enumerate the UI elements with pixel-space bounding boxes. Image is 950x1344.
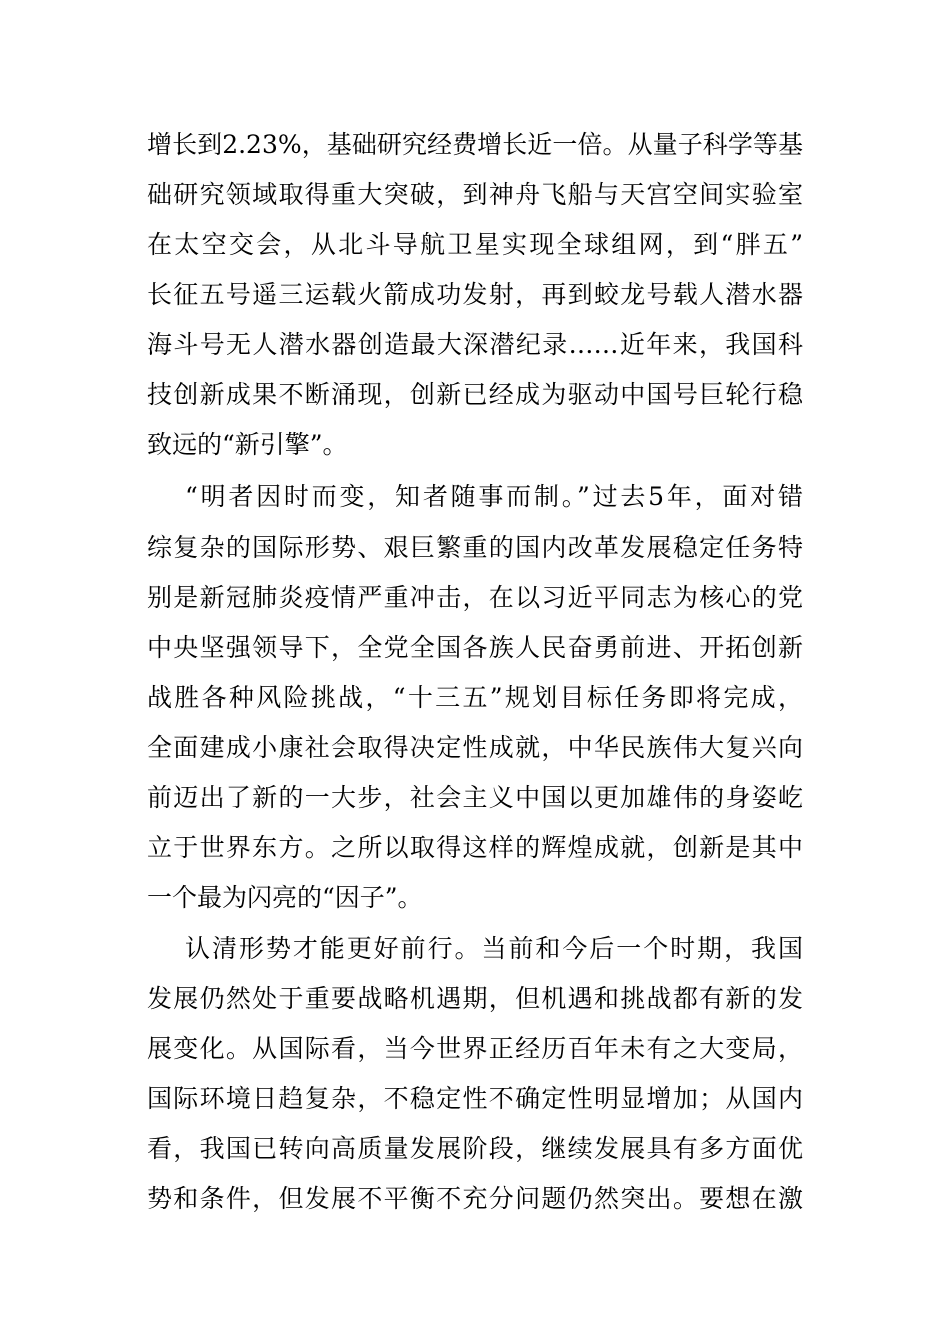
text-line: 技创新成果不断涌现，创新已经成为驱动中国号巨轮行稳 <box>147 380 803 409</box>
text-line: 础研究领域取得重大突破，到神舟飞船与天宫空间实验室 <box>147 180 803 209</box>
text-line: 综复杂的国际形势、艰巨繁重的国内改革发展稳定任务特 <box>147 533 803 562</box>
text-line: 增长到2.23%，基础研究经费增长近一倍。从量子科学等基 <box>147 130 803 159</box>
text-line: 展变化。从国际看，当今世界正经历百年未有之大变局， <box>147 1034 803 1063</box>
text-line: 战胜各种风险挑战，“十三五”规划目标任务即将完成， <box>147 683 803 712</box>
text-line: 立于世界东方。之所以取得这样的辉煌成就，创新是其中 <box>147 833 803 862</box>
text-line: 海斗号无人潜水器创造最大深潜纪录……近年来，我国科 <box>147 330 803 359</box>
text-line: 势和条件，但发展不平衡不充分问题仍然突出。要想在激 <box>147 1184 803 1213</box>
text-line: “明者因时而变，知者随事而制。”过去5年，面对错 <box>185 482 803 511</box>
text-line: 致远的“新引擎”。 <box>147 430 348 459</box>
text-line: 发展仍然处于重要战略机遇期，但机遇和挑战都有新的发 <box>147 984 803 1013</box>
text-line: 别是新冠肺炎疫情严重冲击，在以习近平同志为核心的党 <box>147 583 803 612</box>
text-line: 国际环境日趋复杂，不稳定性不确定性明显增加；从国内 <box>147 1084 803 1113</box>
text-line: 前迈出了新的一大步，社会主义中国以更加雄伟的身姿屹 <box>147 783 803 812</box>
text-line: 看，我国已转向高质量发展阶段，继续发展具有多方面优 <box>147 1134 803 1163</box>
text-line: 长征五号遥三运载火箭成功发射，再到蛟龙号载人潜水器 <box>147 280 803 309</box>
text-line: 在太空交会，从北斗导航卫星实现全球组网，到“胖五” <box>147 230 803 259</box>
text-line: 全面建成小康社会取得决定性成就，中华民族伟大复兴向 <box>147 733 803 762</box>
text-line: 认清形势才能更好前行。当前和今后一个时期，我国 <box>185 934 803 963</box>
text-line: 中央坚强领导下，全党全国各族人民奋勇前进、开拓创新 <box>147 633 803 662</box>
text-line: 一个最为闪亮的“因子”。 <box>147 883 423 912</box>
